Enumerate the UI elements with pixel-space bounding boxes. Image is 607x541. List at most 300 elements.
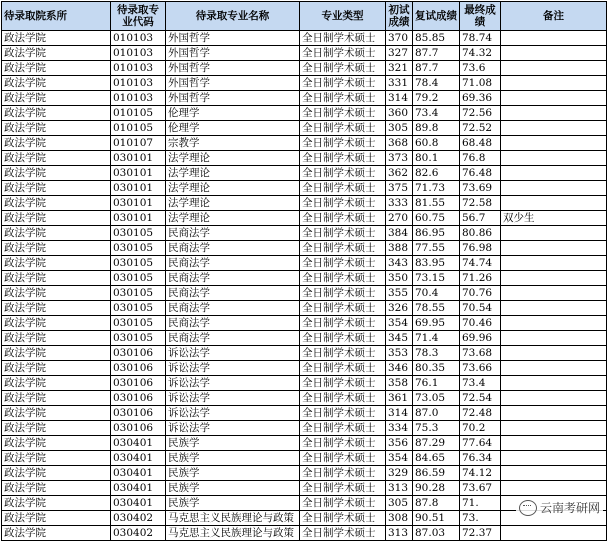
cell-code: 030105 [111,301,166,316]
cell-retest: 70.4 [413,286,460,301]
table-row [2,106,607,121]
cell-final: 76.98 [460,241,501,256]
table-row [2,391,607,406]
cell-final: 71.26 [460,271,501,286]
table-row [2,121,607,136]
cell-remark [501,166,607,181]
cell-final: 70.76 [460,286,501,301]
cell-remark [501,46,607,61]
cell-final: 77.64 [460,436,501,451]
chat-bubble-icon [519,500,537,516]
cell-retest: 87.7 [413,61,460,76]
cell-retest: 87.0 [413,406,460,421]
cell-retest: 86.59 [413,466,460,481]
table-row [2,301,607,316]
cell-code: 030106 [111,376,166,391]
cell-initial: 270 [386,211,413,226]
cell-final: 70.2 [460,421,501,436]
cell-retest: 75.3 [413,421,460,436]
cell-final: 70.54 [460,301,501,316]
cell-retest: 79.2 [413,91,460,106]
cell-initial: 345 [386,331,413,346]
cell-remark [501,376,607,391]
cell-remark [501,106,607,121]
cell-final: 72.37 [460,526,501,541]
cell-code: 030105 [111,316,166,331]
cell-major: 马克思主义民族理论与政策 [166,526,300,541]
cell-code: 030101 [111,151,166,166]
cell-major: 马克思主义民族理论与政策 [166,511,300,526]
table-row [2,436,607,451]
table-row [2,256,607,271]
cell-code: 010105 [111,106,166,121]
cell-initial: 360 [386,106,413,121]
cell-code: 030105 [111,286,166,301]
cell-code: 030101 [111,211,166,226]
cell-type: 全日制学术硕士 [300,436,386,451]
cell-final: 70.46 [460,316,501,331]
cell-major: 外国哲学 [166,61,300,76]
cell-retest: 87.7 [413,46,460,61]
cell-type: 全日制学术硕士 [300,151,386,166]
cell-retest: 78.3 [413,346,460,361]
cell-dept: 政法学院 [2,511,111,526]
cell-code: 030106 [111,406,166,421]
cell-retest: 87.03 [413,526,460,541]
cell-initial: 358 [386,376,413,391]
cell-final: 74.12 [460,466,501,481]
cell-final: 69.96 [460,331,501,346]
cell-initial: 321 [386,61,413,76]
cell-dept: 政法学院 [2,466,111,481]
cell-type: 全日制学术硕士 [300,526,386,541]
cell-remark [501,241,607,256]
cell-final: 73.69 [460,181,501,196]
cell-code: 030105 [111,226,166,241]
cell-retest: 73.05 [413,391,460,406]
table-row [2,151,607,166]
cell-dept: 政法学院 [2,421,111,436]
header-initial: 初试成绩 [386,2,413,31]
cell-remark [501,31,607,46]
cell-initial: 350 [386,271,413,286]
cell-type: 全日制学术硕士 [300,226,386,241]
cell-retest: 90.51 [413,511,460,526]
cell-major: 民商法学 [166,301,300,316]
cell-retest: 78.55 [413,301,460,316]
table-row [2,91,607,106]
cell-type: 全日制学术硕士 [300,496,386,511]
cell-type: 全日制学术硕士 [300,211,386,226]
cell-dept: 政法学院 [2,151,111,166]
cell-final: 72.58 [460,196,501,211]
cell-type: 全日制学术硕士 [300,31,386,46]
cell-code: 030106 [111,391,166,406]
cell-type: 全日制学术硕士 [300,346,386,361]
cell-retest: 81.55 [413,196,460,211]
cell-retest: 60.8 [413,136,460,151]
cell-remark: 双少生 [501,211,607,226]
table-row [2,286,607,301]
table-row [2,136,607,151]
cell-major: 民商法学 [166,241,300,256]
cell-type: 全日制学术硕士 [300,301,386,316]
cell-retest: 84.65 [413,451,460,466]
cell-final: 71.08 [460,76,501,91]
cell-major: 民族学 [166,436,300,451]
cell-dept: 政法学院 [2,61,111,76]
cell-major: 民商法学 [166,256,300,271]
cell-code: 010103 [111,76,166,91]
cell-remark [501,481,607,496]
cell-dept: 政法学院 [2,226,111,241]
table-row [2,226,607,241]
cell-major: 民族学 [166,451,300,466]
cell-remark [501,526,607,541]
cell-type: 全日制学术硕士 [300,361,386,376]
header-type: 专业类型 [300,2,386,31]
cell-major: 伦理学 [166,106,300,121]
cell-code: 030402 [111,511,166,526]
table-row [2,421,607,436]
cell-major: 民商法学 [166,316,300,331]
cell-remark [501,226,607,241]
cell-remark [501,181,607,196]
cell-major: 诉讼法学 [166,346,300,361]
cell-type: 全日制学术硕士 [300,106,386,121]
cell-initial: 356 [386,436,413,451]
cell-final: 73.68 [460,346,501,361]
table-row [2,376,607,391]
header-final: 最终成绩 [460,2,501,31]
cell-type: 全日制学术硕士 [300,466,386,481]
cell-dept: 政法学院 [2,196,111,211]
cell-retest: 90.28 [413,481,460,496]
cell-dept: 政法学院 [2,526,111,541]
cell-final: 56.7 [460,211,501,226]
cell-remark [501,91,607,106]
header-major: 待录取专业名称 [166,2,300,31]
cell-code: 010107 [111,136,166,151]
cell-remark [501,316,607,331]
cell-retest: 77.55 [413,241,460,256]
cell-final: 72.56 [460,106,501,121]
cell-final: 74.74 [460,256,501,271]
cell-type: 全日制学术硕士 [300,331,386,346]
cell-major: 民商法学 [166,286,300,301]
cell-retest: 87.29 [413,436,460,451]
cell-code: 030106 [111,421,166,436]
cell-remark [501,466,607,481]
cell-final: 73.67 [460,481,501,496]
cell-retest: 71.73 [413,181,460,196]
cell-initial: 313 [386,526,413,541]
cell-dept: 政法学院 [2,376,111,391]
cell-major: 法学理论 [166,196,300,211]
cell-initial: 334 [386,421,413,436]
cell-code: 030105 [111,271,166,286]
cell-initial: 375 [386,181,413,196]
cell-retest: 82.6 [413,166,460,181]
cell-initial: 373 [386,151,413,166]
cell-initial: 346 [386,361,413,376]
cell-type: 全日制学术硕士 [300,421,386,436]
cell-initial: 362 [386,166,413,181]
cell-initial: 354 [386,316,413,331]
cell-retest: 86.95 [413,226,460,241]
table-row [2,526,607,541]
cell-initial: 388 [386,241,413,256]
cell-code: 030101 [111,181,166,196]
cell-code: 030402 [111,526,166,541]
watermark-text: 云南考研网 [539,501,600,515]
watermark [516,498,603,517]
cell-initial: 329 [386,466,413,481]
cell-code: 030401 [111,436,166,451]
table-row [2,316,607,331]
cell-code: 030101 [111,196,166,211]
cell-dept: 政法学院 [2,256,111,271]
cell-major: 民商法学 [166,226,300,241]
table-row [2,76,607,91]
cell-initial: 331 [386,76,413,91]
cell-final: 73.4 [460,376,501,391]
cell-code: 010103 [111,61,166,76]
cell-major: 法学理论 [166,166,300,181]
cell-remark [501,256,607,271]
cell-code: 010103 [111,46,166,61]
cell-initial: 314 [386,406,413,421]
cell-major: 诉讼法学 [166,391,300,406]
cell-dept: 政法学院 [2,346,111,361]
cell-major: 诉讼法学 [166,361,300,376]
cell-remark [501,76,607,91]
cell-dept: 政法学院 [2,31,111,46]
cell-remark [501,331,607,346]
cell-code: 030105 [111,256,166,271]
header-row [2,2,607,31]
header-code: 待录取专业代码 [111,2,166,31]
table-row [2,31,607,46]
cell-code: 010103 [111,91,166,106]
cell-retest: 71.4 [413,331,460,346]
cell-type: 全日制学术硕士 [300,181,386,196]
cell-remark [501,286,607,301]
cell-remark [501,121,607,136]
cell-dept: 政法学院 [2,106,111,121]
table-row [2,46,607,61]
cell-initial: 308 [386,511,413,526]
cell-final: 73.6 [460,61,501,76]
cell-major: 外国哲学 [166,46,300,61]
cell-type: 全日制学术硕士 [300,271,386,286]
cell-type: 全日制学术硕士 [300,46,386,61]
cell-dept: 政法学院 [2,271,111,286]
cell-remark [501,136,607,151]
cell-type: 全日制学术硕士 [300,451,386,466]
cell-final: 74.32 [460,46,501,61]
cell-final: 68.48 [460,136,501,151]
cell-dept: 政法学院 [2,316,111,331]
cell-dept: 政法学院 [2,91,111,106]
cell-code: 030105 [111,331,166,346]
cell-final: 73.66 [460,361,501,376]
cell-type: 全日制学术硕士 [300,481,386,496]
cell-major: 外国哲学 [166,91,300,106]
cell-final: 71. [460,496,501,511]
cell-major: 民商法学 [166,331,300,346]
cell-type: 全日制学术硕士 [300,61,386,76]
table-row [2,331,607,346]
cell-type: 全日制学术硕士 [300,121,386,136]
cell-type: 全日制学术硕士 [300,256,386,271]
cell-retest: 73.4 [413,106,460,121]
cell-final: 76.34 [460,451,501,466]
cell-remark [501,436,607,451]
cell-dept: 政法学院 [2,181,111,196]
cell-retest: 60.75 [413,211,460,226]
cell-dept: 政法学院 [2,241,111,256]
table-row [2,361,607,376]
cell-retest: 76.1 [413,376,460,391]
cell-dept: 政法学院 [2,361,111,376]
cell-type: 全日制学术硕士 [300,136,386,151]
cell-final: 78.74 [460,31,501,46]
header-dept: 待录取院系所 [2,2,111,31]
cell-remark [501,421,607,436]
cell-dept: 政法学院 [2,76,111,91]
cell-dept: 政法学院 [2,496,111,511]
table-body [2,31,607,541]
cell-final: 73. [460,511,501,526]
cell-major: 法学理论 [166,181,300,196]
cell-final: 80.86 [460,226,501,241]
cell-major: 法学理论 [166,151,300,166]
cell-dept: 政法学院 [2,391,111,406]
cell-code: 010105 [111,121,166,136]
cell-code: 030105 [111,241,166,256]
cell-remark [501,196,607,211]
cell-code: 030401 [111,481,166,496]
cell-dept: 政法学院 [2,46,111,61]
cell-initial: 305 [386,496,413,511]
cell-retest: 73.15 [413,271,460,286]
cell-major: 民族学 [166,496,300,511]
cell-code: 030106 [111,346,166,361]
cell-initial: 343 [386,256,413,271]
cell-type: 全日制学术硕士 [300,166,386,181]
cell-dept: 政法学院 [2,136,111,151]
table-row [2,451,607,466]
cell-initial: 305 [386,121,413,136]
cell-type: 全日制学术硕士 [300,76,386,91]
table-row [2,406,607,421]
cell-type: 全日制学术硕士 [300,376,386,391]
cell-initial: 354 [386,451,413,466]
table-row [2,166,607,181]
cell-remark [501,346,607,361]
cell-code: 010103 [111,31,166,46]
cell-remark [501,271,607,286]
cell-remark [501,406,607,421]
cell-initial: 326 [386,301,413,316]
cell-retest: 80.35 [413,361,460,376]
cell-major: 诉讼法学 [166,376,300,391]
cell-retest: 78.4 [413,76,460,91]
cell-initial: 361 [386,391,413,406]
table-row [2,481,607,496]
cell-initial: 314 [386,91,413,106]
cell-major: 外国哲学 [166,31,300,46]
cell-remark [501,361,607,376]
cell-initial: 370 [386,31,413,46]
cell-dept: 政法学院 [2,406,111,421]
cell-initial: 333 [386,196,413,211]
cell-initial: 384 [386,226,413,241]
cell-remark [501,301,607,316]
admission-table [1,1,607,541]
cell-type: 全日制学术硕士 [300,406,386,421]
table-row [2,241,607,256]
cell-dept: 政法学院 [2,451,111,466]
cell-final: 72.52 [460,121,501,136]
cell-type: 全日制学术硕士 [300,511,386,526]
table-row [2,181,607,196]
cell-code: 030401 [111,466,166,481]
cell-major: 诉讼法学 [166,421,300,436]
table-row [2,211,607,226]
cell-final: 76.8 [460,151,501,166]
cell-retest: 89.8 [413,121,460,136]
cell-initial: 353 [386,346,413,361]
cell-retest: 85.85 [413,31,460,46]
header-retest: 复试成绩 [413,2,460,31]
cell-type: 全日制学术硕士 [300,91,386,106]
cell-type: 全日制学术硕士 [300,391,386,406]
cell-major: 民商法学 [166,271,300,286]
table-row [2,346,607,361]
cell-initial: 313 [386,481,413,496]
cell-dept: 政法学院 [2,121,111,136]
cell-code: 030101 [111,166,166,181]
cell-final: 72.48 [460,406,501,421]
cell-final: 69.36 [460,91,501,106]
cell-retest: 69.95 [413,316,460,331]
cell-major: 民族学 [166,481,300,496]
cell-code: 030106 [111,361,166,376]
cell-remark [501,61,607,76]
cell-type: 全日制学术硕士 [300,241,386,256]
cell-initial: 327 [386,46,413,61]
table-row [2,61,607,76]
cell-final: 76.48 [460,166,501,181]
cell-dept: 政法学院 [2,436,111,451]
cell-type: 全日制学术硕士 [300,196,386,211]
cell-major: 法学理论 [166,211,300,226]
cell-code: 030401 [111,496,166,511]
table-row [2,271,607,286]
cell-retest: 80.1 [413,151,460,166]
cell-dept: 政法学院 [2,166,111,181]
table-row [2,196,607,211]
cell-retest: 87.8 [413,496,460,511]
cell-major: 伦理学 [166,121,300,136]
cell-remark [501,151,607,166]
cell-type: 全日制学术硕士 [300,316,386,331]
cell-dept: 政法学院 [2,286,111,301]
cell-remark [501,391,607,406]
cell-major: 诉讼法学 [166,406,300,421]
